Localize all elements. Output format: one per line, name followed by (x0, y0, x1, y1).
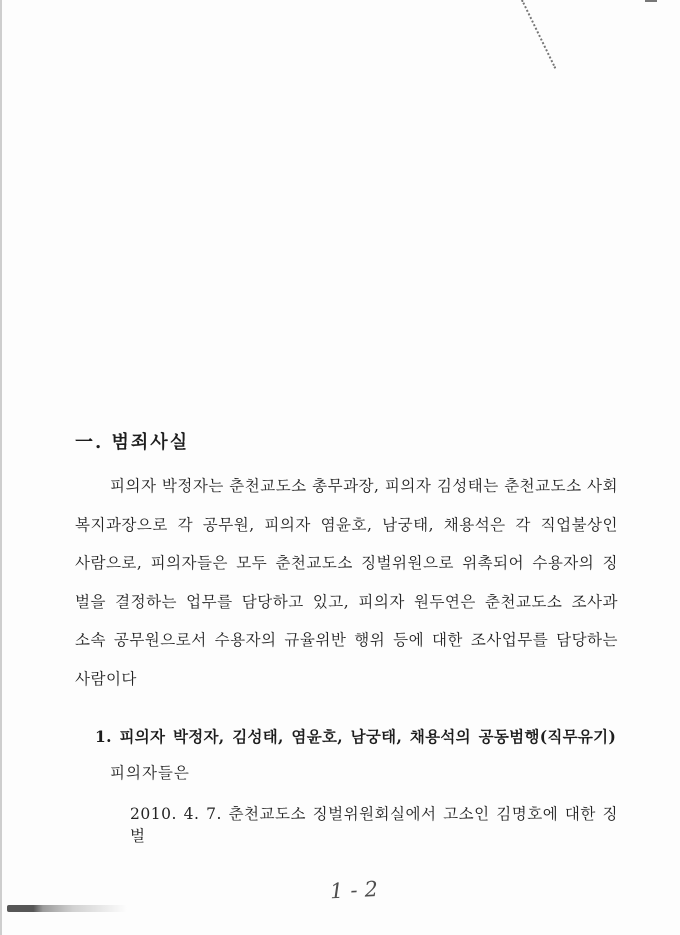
facts-paragraph (75, 467, 618, 699)
subsection-body-line: 2010. 4. 7. 춘천교도소 징벌위원회실에서 고소인 김명호에 대한 징벌 (130, 805, 618, 845)
paragraph-line: 소속 공무원으로서 수용자의 규율위반 행위 등에 대한 조사업무를 담당하는 (75, 631, 618, 650)
handwritten-page-number: 1-2 (329, 876, 386, 904)
smudge-artifact (7, 905, 127, 912)
corner-speck-artifact (645, 0, 657, 2)
subsection-intro-line: 피의자들은 (110, 764, 190, 782)
paragraph-line: 피의자 박정자는 춘천교도소 총무과장, 피의자 김성태는 춘천교도소 사회 (110, 477, 618, 495)
scan-edge-line (0, 0, 2, 935)
section-heading: 一. 범죄사실 (75, 432, 190, 453)
paragraph-line: 복지과장으로 각 공무원, 피의자 염윤호, 남궁태, 채용석은 각 직업불상인 (75, 515, 618, 534)
paragraph-line: 사람이다 (75, 669, 137, 688)
paragraph-line: 벌을 결정하는 업무를 담당하고 있고, 피의자 원두연은 춘천교도소 조사과 (75, 592, 618, 611)
paragraph-line: 사람으로, 피의자들은 모두 춘천교도소 징벌위원으로 위촉되어 수용자의 징 (75, 554, 618, 573)
scratch-artifact (521, 0, 556, 69)
subsection-heading: 1. 피의자 박정자, 김성태, 염윤호, 남궁태, 채용석의 공동범행(직무유기) (95, 727, 617, 746)
